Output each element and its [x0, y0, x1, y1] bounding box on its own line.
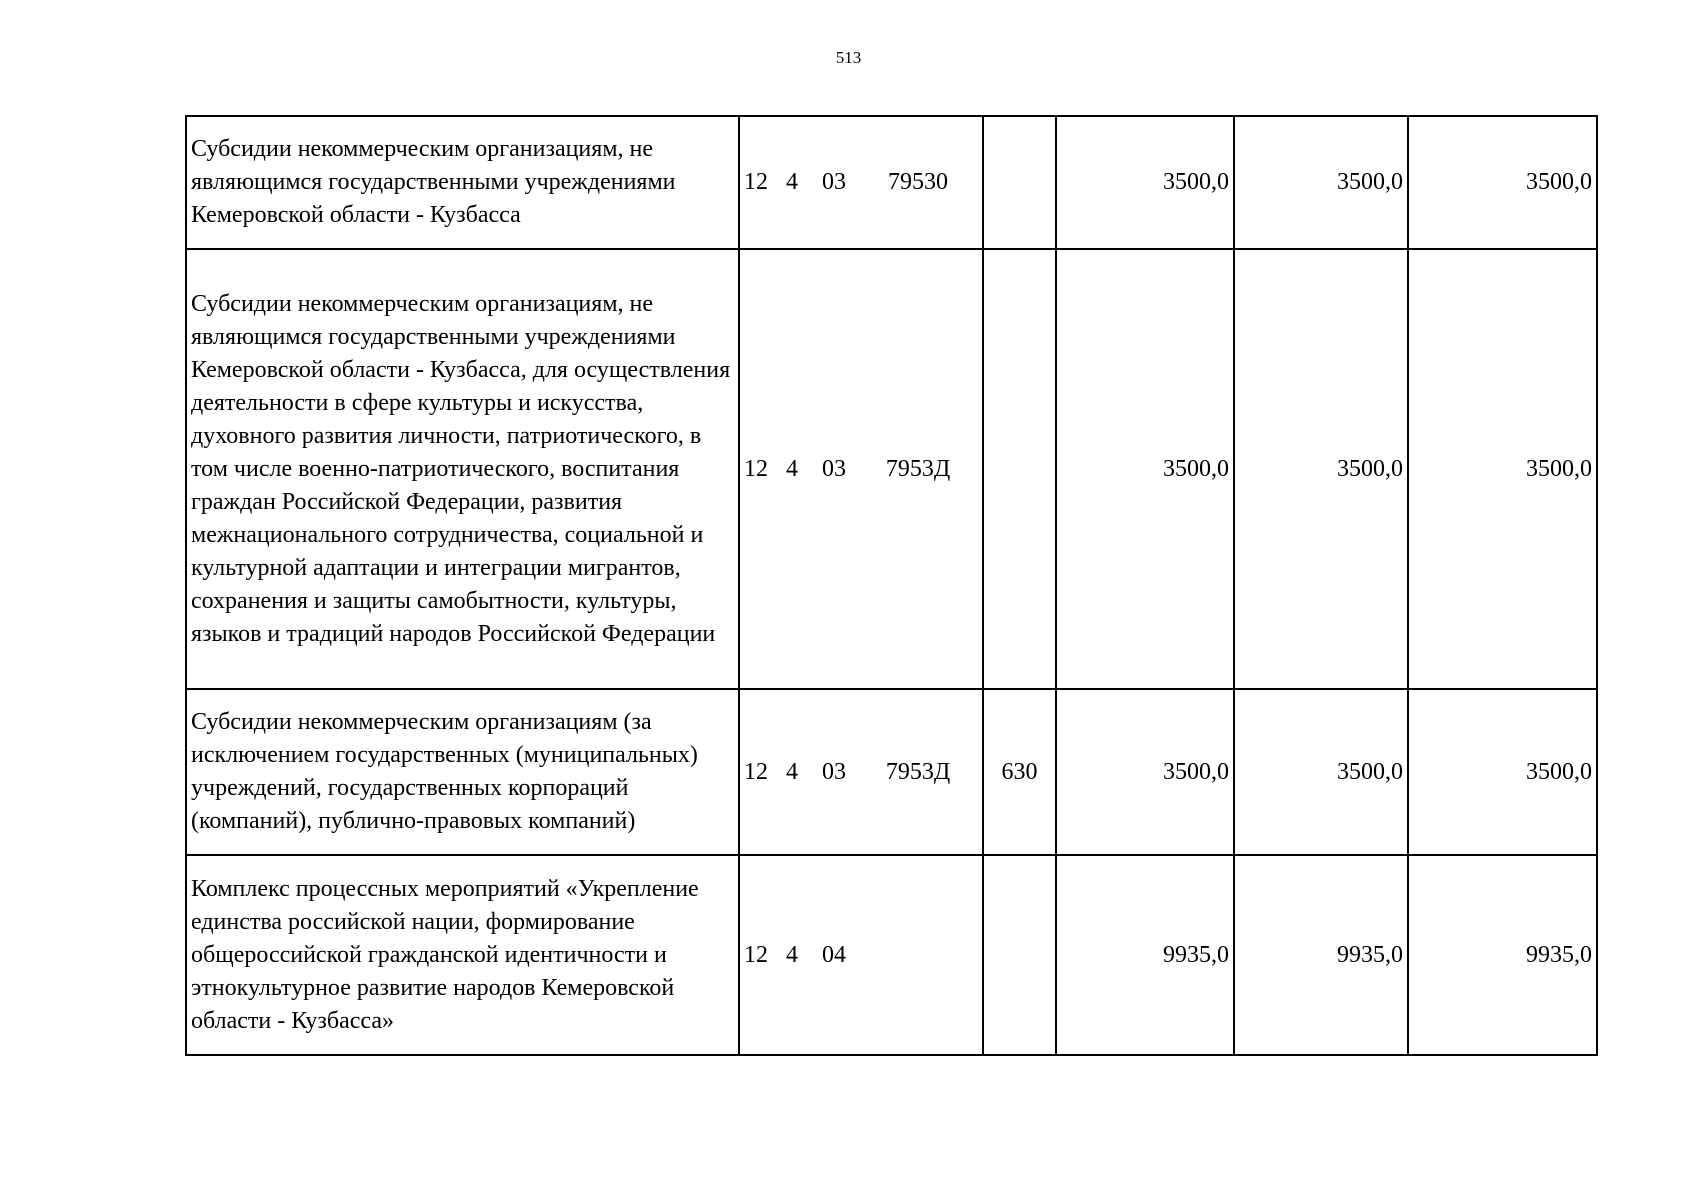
amount-year-3: 3500,0: [1408, 689, 1597, 855]
program-code: 12: [744, 758, 768, 785]
group-code: 03: [822, 169, 846, 195]
row-description: Комплекс процессных мероприятий «Укрепление единства российской нации, формирование общероссийской гражданской идентичности и этнокультурное развитие народов Кемеровской области - Кузбасса»: [186, 855, 739, 1055]
amount-year-2: 3500,0: [1234, 689, 1408, 855]
amount-year-2: 3500,0: [1234, 116, 1408, 249]
amount-year-2: 9935,0: [1234, 855, 1408, 1055]
row-code: [739, 855, 983, 1055]
amount-year-3: 9935,0: [1408, 855, 1597, 1055]
program-code: 12: [744, 455, 768, 482]
table-row: [186, 249, 1597, 689]
amount-year-3: 3500,0: [1408, 249, 1597, 689]
budget-table: [185, 115, 1598, 1056]
group-code: 04: [822, 941, 846, 968]
row-description: Субсидии некоммерческим организациям, не являющимся государственными учреждениями Кемеровской области - Кузбасса: [186, 116, 739, 249]
expense-type-code: [983, 116, 1056, 249]
row-code: [739, 689, 983, 855]
program-code: 12: [744, 941, 768, 968]
expense-type-code: [983, 855, 1056, 1055]
subprogram-code: 4: [786, 455, 798, 482]
subprogram-code: 4: [786, 941, 798, 968]
row-description: Субсидии некоммерческим организациям, не являющимся государственными учреждениями Кемеровской области - Кузбасса, для осуществления деятельности в сфере культуры и искусства, духовного развития личности, патриотического, в том числе военно-патриотического, воспитания граждан Российской Федерации, развития межнационального сотрудничества, социальной и культурной адаптации и интеграции мигрантов, сохранения и защиты самобытности, культуры, языков и традиций народов Российской Федерации: [186, 249, 739, 689]
amount-year-1: 3500,0: [1056, 116, 1234, 249]
amount-year-1: 3500,0: [1056, 249, 1234, 689]
amount-year-1: 3500,0: [1056, 689, 1234, 855]
table-row: [186, 689, 1597, 855]
row-description: Субсидии некоммерческим организациям (за исключением государственных (муниципальных) учреждений, государственных корпораций (компаний), публично-правовых компаний): [186, 689, 739, 855]
page-number: 513: [835, 48, 862, 67]
direction-code: 7953Д: [885, 455, 951, 482]
direction-code: 7953Д: [885, 758, 951, 785]
direction-code: 79530: [888, 169, 948, 195]
amount-year-1: 9935,0: [1056, 855, 1234, 1055]
row-code: [739, 249, 983, 689]
amount-year-3: 3500,0: [1408, 116, 1597, 249]
expense-type-code: [983, 249, 1056, 689]
group-code: 03: [822, 455, 846, 482]
row-code: [739, 116, 983, 249]
expense-type-code: 630: [983, 689, 1056, 855]
subprogram-code: 4: [786, 169, 798, 195]
program-code: 12: [744, 169, 768, 195]
table-row: [186, 855, 1597, 1055]
amount-year-2: 3500,0: [1234, 249, 1408, 689]
table-row: [186, 116, 1597, 249]
group-code: 03: [822, 758, 846, 785]
subprogram-code: 4: [786, 758, 798, 785]
